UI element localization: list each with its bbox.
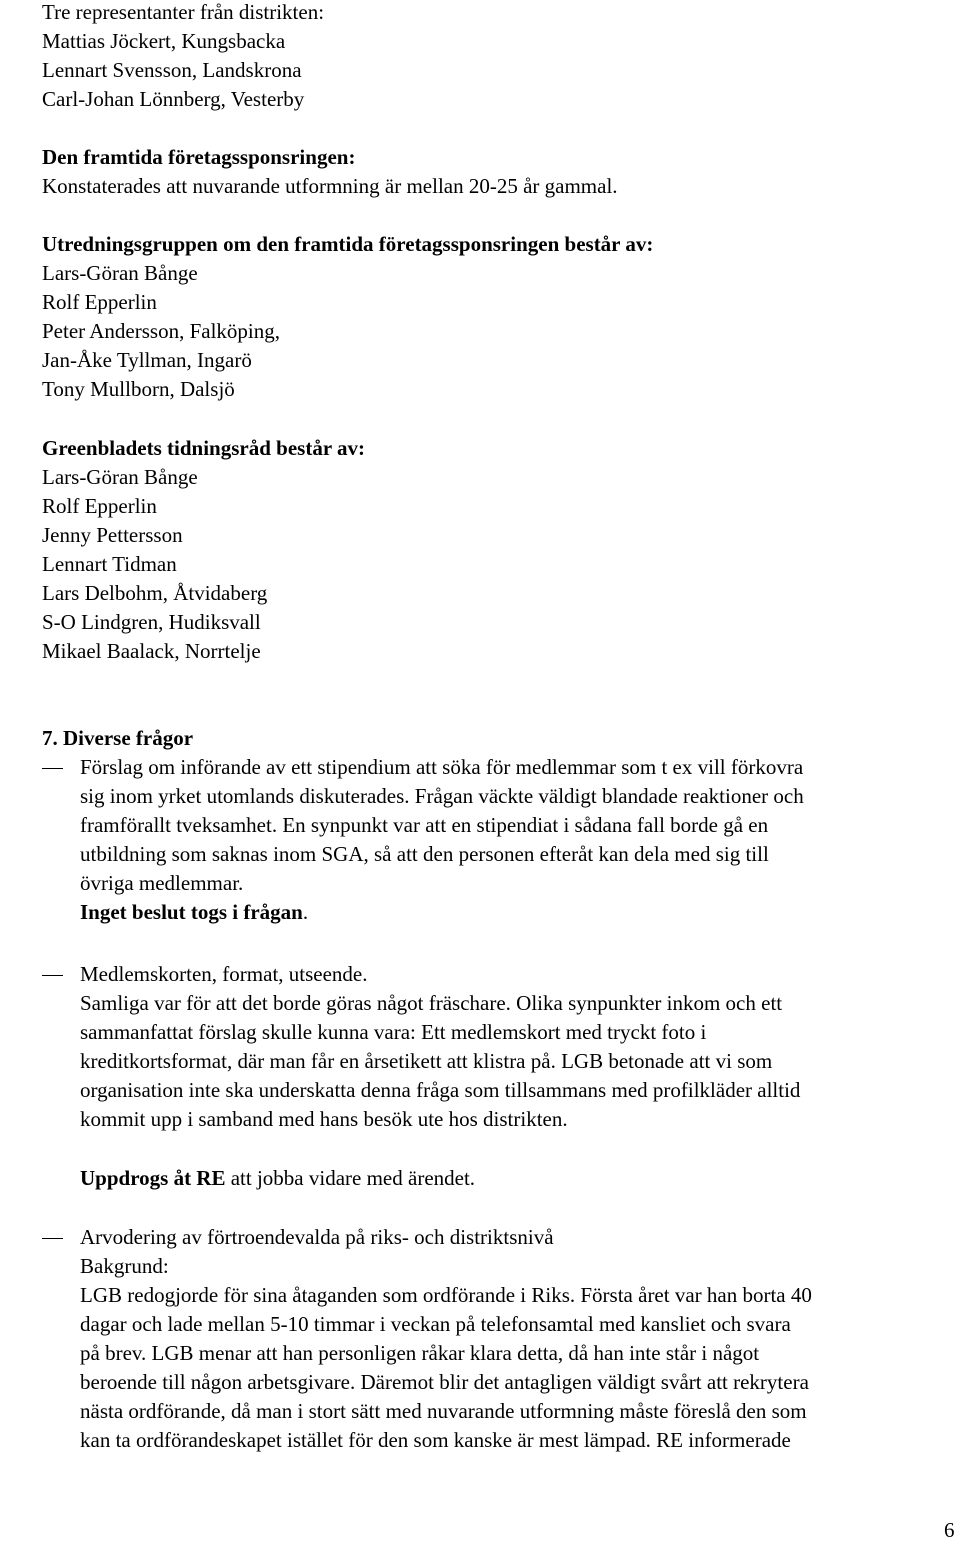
item-line: framförallt tveksamhet. En synpunkt var att en stipendiat i sådana fall borde gå en	[80, 813, 769, 837]
item-line: Arvodering av förtroendevalda på riks- och distriktsnivå	[80, 1225, 554, 1249]
decision-tail: att jobba vidare med ärendet.	[225, 1166, 476, 1190]
item-line: sammanfattat förslag skulle kunna vara: Ett medlemskort med tryckt foto i	[80, 1020, 707, 1044]
list-item	[80, 753, 954, 927]
decision-tail: .	[302, 900, 309, 924]
member-line: Mikael Baalack, Norrtelje	[42, 639, 261, 663]
member-line: Lars-Göran Bånge	[42, 261, 198, 285]
member-line: Mattias Jöckert, Kungsbacka	[42, 29, 286, 53]
sponsorship-group-section	[42, 230, 952, 404]
item-line: nästa ordförande, då man i stort sätt med nuvarande utformning måste föreslå den som	[80, 1399, 807, 1423]
member-line: S-O Lindgren, Hudiksvall	[42, 610, 261, 634]
item-line: utbildning som saknas inom SGA, så att den personen efteråt kan dela med sig till	[80, 842, 769, 866]
item-line: kommit upp i samband med hans besök ute hos distrikten.	[80, 1107, 568, 1131]
item-line: dagar och lade mellan 5-10 timmar i veckan på telefonsamtal med kansliet och svara	[80, 1312, 791, 1336]
item-line: på brev. LGB menar att han personligen råkar klara detta, då han inte står i något	[80, 1341, 760, 1365]
dash-bullet	[42, 1238, 63, 1239]
sponsorship-group-title: Utredningsgruppen om den framtida företagssponsringen består av:	[42, 232, 654, 256]
item-line: Medlemskorten, format, utseende.	[80, 962, 368, 986]
decision-line	[80, 898, 954, 927]
decision-line	[80, 1164, 954, 1193]
item-line: kan ta ordförandeskapet istället för den som kanske är mest lämpad. RE informerade	[80, 1428, 791, 1452]
item-line: övriga medlemmar.	[80, 871, 244, 895]
list-item	[80, 1223, 954, 1455]
member-line: Lennart Svensson, Landskrona	[42, 58, 302, 82]
member-line: Lennart Tidman	[42, 552, 177, 576]
member-line: Peter Andersson, Falköping,	[42, 319, 280, 343]
section-heading: 7. Diverse frågor	[42, 726, 194, 750]
member-line: Lars Delbohm, Åtvidaberg	[42, 581, 268, 605]
member-line: Rolf Epperlin	[42, 290, 157, 314]
decision-text: Inget beslut togs i frågan	[80, 900, 303, 924]
future-sponsorship-section	[42, 143, 952, 201]
list-item	[80, 960, 954, 1134]
item-line: kreditkortsformat, där man får en årsetikett att klistra på. LGB betonade att vi som	[80, 1049, 773, 1073]
future-sponsorship-text: Konstaterades att nuvarande utformning är mellan 20-25 år gammal.	[42, 174, 618, 198]
member-line: Tony Mullborn, Dalsjö	[42, 377, 235, 401]
dash-bullet	[42, 975, 63, 976]
greenbladet-council-title: Greenbladets tidningsråd består av:	[42, 436, 365, 460]
member-line: Jan-Åke Tyllman, Ingarö	[42, 348, 252, 372]
member-line: Carl-Johan Lönnberg, Vesterby	[42, 87, 305, 111]
member-line: Lars-Göran Bånge	[42, 465, 198, 489]
member-line: Rolf Epperlin	[42, 494, 157, 518]
member-line: Jenny Pettersson	[42, 523, 183, 547]
dash-bullet	[42, 768, 63, 769]
item-line: sig inom yrket utomlands diskuterades. Frågan väckte väldigt blandade reaktioner och	[80, 784, 804, 808]
item-line: Förslag om införande av ett stipendium att söka för medlemmar som t ex vill förkovra	[80, 755, 804, 779]
item-line: Bakgrund:	[80, 1254, 169, 1278]
item-line: LGB redogjorde för sina åtaganden som ordförande i Riks. Första året var han borta 40	[80, 1283, 812, 1307]
item-line: Samliga var för att det borde göras något fräschare. Olika synpunkter inkom och ett	[80, 991, 783, 1015]
district-reps-section	[42, 0, 952, 114]
item-line: organisation inte ska underskatta denna fråga som tillsammans med profilkläder alltid	[80, 1078, 801, 1102]
district-reps-title: Tre representanter från distrikten:	[42, 0, 325, 24]
future-sponsorship-title: Den framtida företagssponsringen:	[42, 145, 356, 169]
item-line: beroende till någon arbetsgivare. Däremot blir det antagligen väldigt svårt att rekrytera	[80, 1370, 809, 1394]
decision-text: Uppdrogs åt RE	[80, 1166, 226, 1190]
page-number: 6	[944, 1518, 955, 1542]
greenbladet-council-section	[42, 434, 952, 666]
